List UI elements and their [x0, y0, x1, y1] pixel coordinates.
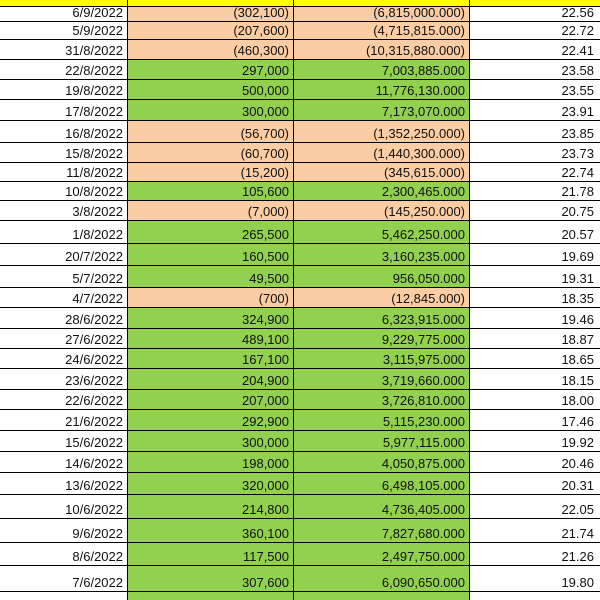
date-cell[interactable]: 10/6/2022 — [0, 495, 128, 519]
value-cell[interactable]: 2,497,750.000 — [294, 543, 470, 566]
date-cell[interactable]: 19/8/2022 — [0, 80, 128, 100]
price-cell[interactable]: 20.46 — [470, 452, 600, 473]
price-cell[interactable]: 19.31 — [470, 266, 600, 288]
date-cell[interactable]: 3/8/2022 — [0, 201, 128, 221]
table-row — [0, 143, 600, 163]
price-cell[interactable]: 23.91 — [470, 100, 600, 121]
price-cell[interactable]: 20.75 — [470, 201, 600, 221]
table-row — [0, 543, 600, 566]
price-cell[interactable]: 19.80 — [470, 566, 600, 592]
value-cell[interactable]: 6,323,915.000 — [294, 308, 470, 329]
date-cell[interactable]: 31/8/2022 — [0, 40, 128, 60]
price-cell[interactable]: 23.58 — [470, 60, 600, 80]
volume-cell[interactable]: 320,000 — [128, 473, 294, 495]
table-row — [0, 329, 600, 349]
table-row — [0, 60, 600, 80]
value-cell[interactable]: 5,115,230.000 — [294, 410, 470, 431]
header-cell-volume[interactable] — [128, 0, 294, 7]
volume-cell[interactable]: 214,800 — [128, 495, 294, 519]
value-cell[interactable]: 4,050,875.000 — [294, 452, 470, 473]
table-row — [0, 221, 600, 244]
volume-cell[interactable]: 360,100 — [128, 519, 294, 543]
volume-cell[interactable]: 500,000 — [128, 80, 294, 100]
table-row — [0, 308, 600, 329]
table-row — [0, 369, 600, 390]
value-cell[interactable]: 3,726,810.000 — [294, 390, 470, 410]
price-cell[interactable]: 19.69 — [470, 244, 600, 266]
table-row — [0, 80, 600, 100]
table-row — [0, 201, 600, 221]
value-cell[interactable]: 5,977,115.000 — [294, 431, 470, 452]
date-cell[interactable]: 15/8/2022 — [0, 143, 128, 163]
price-cell[interactable]: 19.46 — [470, 308, 600, 329]
price-cell[interactable]: 18.87 — [470, 329, 600, 349]
date-cell[interactable]: 8/6/2022 — [0, 543, 128, 566]
value-cell[interactable]: 11,776,130.000 — [294, 80, 470, 100]
date-cell[interactable]: 9/6/2022 — [0, 519, 128, 543]
volume-cell[interactable]: (460,300) — [128, 40, 294, 60]
value-cell[interactable]: (4,715,815.000) — [294, 22, 470, 40]
date-cell[interactable]: 28/6/2022 — [0, 308, 128, 329]
table-row — [0, 121, 600, 143]
price-cell[interactable]: 21.78 — [470, 182, 600, 201]
value-cell[interactable]: 6,498,105.000 — [294, 473, 470, 495]
date-cell[interactable]: 20/7/2022 — [0, 244, 128, 266]
volume-cell[interactable]: 49,500 — [128, 266, 294, 288]
price-cell[interactable]: 22.05 — [470, 495, 600, 519]
date-cell[interactable]: 5/9/2022 — [0, 22, 128, 40]
table-row — [0, 519, 600, 543]
price-cell[interactable]: 20.31 — [470, 473, 600, 495]
table-row — [0, 288, 600, 308]
date-cell[interactable]: 1/8/2022 — [0, 221, 128, 244]
table-row — [0, 452, 600, 473]
volume-cell[interactable]: (56,700) — [128, 121, 294, 143]
value-cell[interactable]: 7,173,070.000 — [294, 100, 470, 121]
date-cell[interactable]: 10/8/2022 — [0, 182, 128, 201]
volume-cell[interactable]: 297,000 — [128, 60, 294, 80]
price-cell[interactable]: 17.46 — [470, 410, 600, 431]
volume-cell[interactable]: 160,500 — [128, 244, 294, 266]
table-row — [0, 349, 600, 369]
table-row — [0, 431, 600, 452]
table-row — [0, 7, 600, 22]
volume-cell[interactable]: 300,000 — [128, 431, 294, 452]
date-cell[interactable]: 5/7/2022 — [0, 266, 128, 288]
table-row — [0, 495, 600, 519]
price-cell[interactable]: 22.56 — [470, 7, 600, 22]
table-row — [0, 100, 600, 121]
date-cell[interactable]: 15/6/2022 — [0, 431, 128, 452]
price-cell[interactable]: 18.15 — [470, 369, 600, 390]
date-cell[interactable]: 21/6/2022 — [0, 410, 128, 431]
header-row — [0, 0, 600, 7]
volume-cell[interactable]: 207,000 — [128, 390, 294, 410]
value-cell[interactable]: (1,440,300.000) — [294, 143, 470, 163]
price-cell[interactable]: 23.85 — [470, 121, 600, 143]
table-row — [0, 473, 600, 495]
volume-cell[interactable]: 300,000 — [128, 100, 294, 121]
value-cell[interactable]: (6,815,000.000) — [294, 7, 470, 22]
table-row — [0, 22, 600, 40]
price-cell[interactable]: 18.35 — [470, 288, 600, 308]
volume-cell[interactable]: (7,000) — [128, 201, 294, 221]
partial-next-row — [0, 592, 600, 600]
volume-cell[interactable]: 167,100 — [128, 349, 294, 369]
price-cell[interactable]: 18.65 — [470, 349, 600, 369]
date-cell[interactable]: 23/6/2022 — [0, 369, 128, 390]
date-cell[interactable]: 22/8/2022 — [0, 60, 128, 80]
volume-cell[interactable]: 204,900 — [128, 369, 294, 390]
table-row — [0, 163, 600, 182]
table-row — [0, 266, 600, 288]
volume-cell[interactable]: (302,100) — [128, 7, 294, 22]
price-cell[interactable]: 22.74 — [470, 163, 600, 182]
price-cell[interactable]: 22.41 — [470, 40, 600, 60]
date-cell[interactable]: 22/6/2022 — [0, 390, 128, 410]
value-cell[interactable]: 7,827,680.000 — [294, 519, 470, 543]
date-cell[interactable]: 7/6/2022 — [0, 566, 128, 592]
price-cell[interactable]: 19.92 — [470, 431, 600, 452]
table-row — [0, 390, 600, 410]
value-cell[interactable]: (1,352,250.000) — [294, 121, 470, 143]
price-cell[interactable]: 21.74 — [470, 519, 600, 543]
price-cell[interactable]: 23.73 — [470, 143, 600, 163]
header-cell-price[interactable] — [470, 0, 600, 7]
date-cell[interactable]: 14/6/2022 — [0, 452, 128, 473]
volume-cell[interactable]: 324,900 — [128, 308, 294, 329]
date-cell[interactable]: 17/8/2022 — [0, 100, 128, 121]
volume-cell[interactable]: (700) — [128, 288, 294, 308]
value-cell[interactable]: 6,090,650.000 — [294, 566, 470, 592]
value-cell[interactable]: (10,315,880.000) — [294, 40, 470, 60]
date-cell[interactable]: 24/6/2022 — [0, 349, 128, 369]
date-cell[interactable]: 16/8/2022 — [0, 121, 128, 143]
value-cell[interactable]: 956,050.000 — [294, 266, 470, 288]
table-row — [0, 566, 600, 592]
volume-cell[interactable]: 117,500 — [128, 543, 294, 566]
volume-cell[interactable]: 307,600 — [128, 566, 294, 592]
volume-cell[interactable]: (60,700) — [128, 143, 294, 163]
value-cell[interactable]: 5,462,250.000 — [294, 221, 470, 244]
table-row — [0, 40, 600, 60]
date-cell[interactable]: 6/9/2022 — [0, 7, 128, 22]
volume-cell[interactable]: 198,000 — [128, 452, 294, 473]
table-row — [0, 410, 600, 431]
volume-cell[interactable]: (15,200) — [128, 163, 294, 182]
value-cell[interactable]: 7,003,885.000 — [294, 60, 470, 80]
price-cell[interactable]: 23.55 — [470, 80, 600, 100]
volume-cell[interactable]: 265,500 — [128, 221, 294, 244]
value-cell[interactable]: 2,300,465.000 — [294, 182, 470, 201]
volume-cell[interactable]: (207,600) — [128, 22, 294, 40]
date-cell[interactable]: 4/7/2022 — [0, 288, 128, 308]
value-cell[interactable]: 3,719,660.000 — [294, 369, 470, 390]
volume-cell[interactable]: 292,900 — [128, 410, 294, 431]
table-row — [0, 182, 600, 201]
price-cell[interactable]: 22.72 — [470, 22, 600, 40]
value-cell[interactable]: 4,736,405.000 — [294, 495, 470, 519]
price-cell[interactable]: 21.26 — [470, 543, 600, 566]
price-cell[interactable]: 20.57 — [470, 221, 600, 244]
header-cell-value[interactable] — [294, 0, 470, 7]
header-cell-date[interactable] — [0, 0, 128, 7]
value-cell[interactable]: (12,845.000) — [294, 288, 470, 308]
value-cell[interactable]: 9,229,775.000 — [294, 329, 470, 349]
value-cell[interactable]: 3,160,235.000 — [294, 244, 470, 266]
value-cell[interactable]: 3,115,975.000 — [294, 349, 470, 369]
table-row — [0, 244, 600, 266]
value-cell[interactable]: (145,250.000) — [294, 201, 470, 221]
volume-cell[interactable]: 105,600 — [128, 182, 294, 201]
date-cell[interactable]: 11/8/2022 — [0, 163, 128, 182]
date-cell[interactable]: 13/6/2022 — [0, 473, 128, 495]
price-cell[interactable]: 18.00 — [470, 390, 600, 410]
date-cell[interactable]: 27/6/2022 — [0, 329, 128, 349]
value-cell[interactable]: (345,615.000) — [294, 163, 470, 182]
volume-cell[interactable]: 489,100 — [128, 329, 294, 349]
